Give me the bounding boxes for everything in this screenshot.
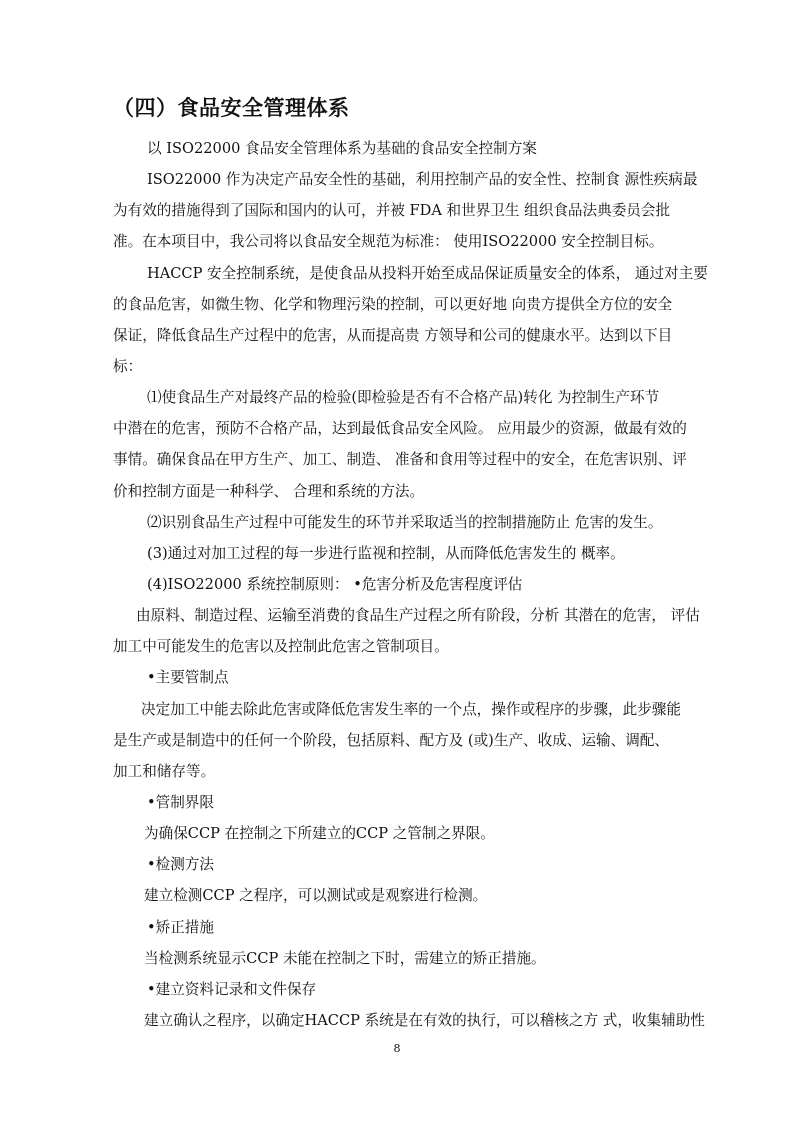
bullet-heading: •建立资料记录和文件保存 bbox=[147, 981, 317, 998]
paragraph-line: 的食品危害，如微生物、化学和物理污染的控制，可以更好地 向贵方提供全方位的安全 bbox=[113, 296, 673, 313]
paragraph-line: 价和控制方面是一种科学、 合理和系统的方法。 bbox=[113, 483, 425, 500]
paragraph-line: 建立确认之程序，以确定HACCP 系统是在有效的执行，可以稽核之方 式，收集辅助性 bbox=[144, 1012, 705, 1029]
paragraph-line: 当检测系统显示CCP 未能在控制之下时，需建立的矫正措施。 bbox=[144, 950, 546, 967]
bullet-heading: •主要管制点 bbox=[147, 669, 229, 686]
paragraph-line: ⑵识别食品生产过程中可能发生的环节并采取适当的控制措施防止 危害的发生。 bbox=[147, 514, 663, 531]
section-heading: （四）食品安全管理体系 bbox=[113, 96, 350, 120]
bullet-heading: •矫正措施 bbox=[147, 919, 214, 936]
paragraph-line: 事情。确保食品在甲方生产、加工、制造、 准备和食用等过程中的安全，在危害识别、评 bbox=[113, 451, 687, 468]
paragraph-line: 为确保CCP 在控制之下所建立的CCP 之管制之界限。 bbox=[144, 825, 495, 842]
paragraph-line: ⑴使食品生产对最终产品的检验(即检验是否有不合格产品)转化 为控制生产环节 bbox=[147, 389, 660, 406]
paragraph-line: ISO22000 作为决定产品安全性的基础，利用控制产品的安全性、控制食 源性疾病最 bbox=[147, 171, 698, 188]
paragraph-line: (3)通过对加工过程的每一步进行监视和控制，从而降低危害发生的 概率。 bbox=[147, 545, 625, 562]
paragraph-line: (4)ISO22000 系统控制原则： •危害分析及危害程度评估 bbox=[147, 576, 523, 593]
paragraph-line: 标： bbox=[113, 358, 143, 375]
paragraph-line: 以 ISO22000 食品安全管理体系为基础的食品安全控制方案 bbox=[147, 140, 537, 157]
paragraph-line: 保证，降低食品生产过程中的危害，从而提高贵 方领导和公司的健康水平。达到以下目 bbox=[113, 327, 673, 344]
paragraph-line: 加工和储存等。 bbox=[113, 763, 216, 780]
paragraph-line: 是生产或是制造中的任何一个阶段，包括原料、配方及 (或)生产、收成、运输、调配、 bbox=[113, 732, 669, 749]
paragraph-line: 由原料、制造过程、运输至消费的食品生产过程之所有阶段，分析 其潜在的危害， 评估 bbox=[136, 607, 700, 624]
paragraph-line: 准。在本项目中，我公司将以食品安全规范为标准： 使用ISO22000 安全控制目标。 bbox=[113, 233, 664, 250]
paragraph-line: HACCP 安全控制系统，是使食品从投料开始至成品保证质量安全的体系， 通过对主要 bbox=[147, 265, 708, 282]
bullet-heading: •检测方法 bbox=[147, 856, 214, 873]
paragraph-line: 加工中可能发生的危害以及控制此危害之管制项目。 bbox=[113, 638, 449, 655]
paragraph-line: 中潜在的危害，预防不合格产品，达到最低食品安全风险。 应用最少的资源，做最有效的 bbox=[113, 420, 687, 437]
paragraph-line: 为有效的措施得到了国际和国内的认可，并被 FDA 和世界卫生 组织食品法典委员会批 bbox=[113, 202, 671, 219]
paragraph-line: 建立检测CCP 之程序，可以测试或是观察进行检测。 bbox=[144, 887, 488, 904]
page-number: 8 bbox=[393, 1042, 401, 1055]
paragraph-line: 决定加工中能去除此危害或降低危害发生率的一个点，操作或程序的步骤，此步骤能 bbox=[141, 701, 681, 718]
bullet-heading: •管制界限 bbox=[147, 794, 214, 811]
